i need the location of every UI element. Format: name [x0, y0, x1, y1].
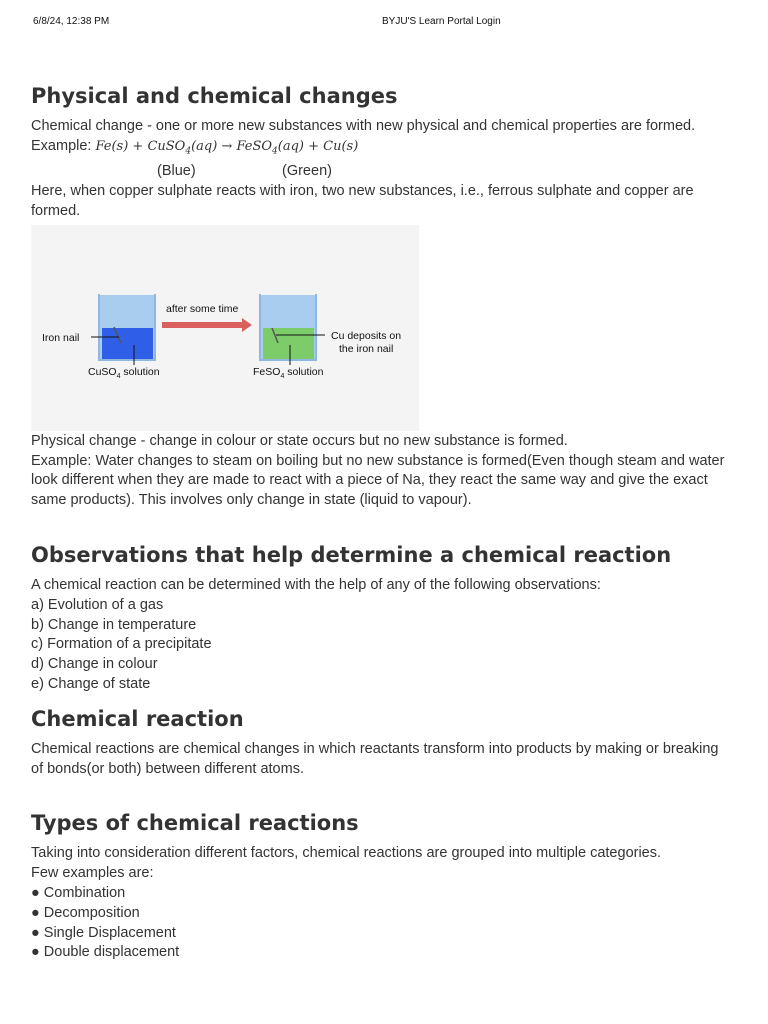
heading-observations: Observations that help determine a chemical reaction — [31, 542, 672, 567]
document-content — [31, 82, 731, 963]
paragraph-copper-sulphate: Here, when copper sulphate reacts with iron, two new substances, i.e., ferrous sulphate and copper are formed. — [31, 183, 694, 219]
list-item: ● Decomposition — [31, 904, 140, 921]
list-item: c) Formation of a precipitate — [31, 636, 212, 653]
example-equation-line — [31, 137, 731, 162]
feso4-label: FeSO$_4$ solution — [253, 365, 324, 380]
equation-color-labels — [31, 162, 731, 182]
cuso4-solution-fill — [102, 328, 153, 359]
heading-chemical-reaction: Chemical reaction — [31, 706, 244, 731]
list-item: ● Single Displacement — [31, 924, 176, 941]
list-item: ● Combination — [31, 884, 126, 901]
paragraph-few-examples: Few examples are: — [31, 865, 154, 882]
print-page-title: BYJU'S Learn Portal Login — [382, 16, 501, 27]
cuso4-label: CuSO$_4$ solution — [88, 365, 160, 380]
print-datetime: 6/8/24, 12:38 PM — [33, 16, 110, 27]
cu-deposit-label-line2: the iron nail — [339, 342, 394, 355]
reaction-figure — [31, 225, 419, 431]
list-item: b) Change in temperature — [31, 616, 197, 633]
equation: Fe(s) + CuSO$_4$(aq) → FeSO$_4$(aq) + Cu(s) — [95, 138, 359, 157]
list-item: e) Change of state — [31, 675, 151, 692]
paragraph-chemical-change: Chemical change - one or more new substances with new physical and chemical properties are formed. — [31, 118, 696, 134]
list-item: ● Double displacement — [31, 944, 180, 961]
paragraph-physical-change: Physical change - change in colour or state occurs but no new substance is formed. — [31, 432, 568, 449]
beaker-diagram — [31, 225, 419, 431]
observations-intro: A chemical reaction can be determined with the help of any of the following observations: — [31, 576, 601, 593]
example-label: Example: — [31, 137, 92, 154]
paragraph-types-intro: Taking into consideration different factors, chemical reactions are grouped into multiple categories. — [31, 845, 662, 862]
iron-nail-label: Iron nail — [42, 331, 80, 344]
reaction-types-list — [31, 884, 731, 963]
feso4-solution-fill — [263, 328, 314, 359]
paragraph-chemical-reaction: Chemical reactions are chemical changes in which reactants transform into products by making or breaking of bonds(or both) between different atoms. — [31, 740, 719, 777]
arrow-head — [242, 318, 252, 332]
cu-deposit-label-line1: Cu deposits on — [331, 329, 402, 342]
paragraph-water-example: Example: Water changes to steam on boiling but no new substance is formed(Even though steam and water look different when they are made to react with a piece of Na, they react the same way and give the exact same products). This involves only change in state (liquid to vapour). — [31, 452, 725, 509]
green-label: (Green) — [282, 163, 332, 180]
list-item: d) Change in colour — [31, 656, 158, 673]
heading-types-of-reactions: Types of chemical reactions — [31, 811, 359, 836]
arrow-shaft — [162, 322, 242, 328]
list-item: a) Evolution of a gas — [31, 596, 164, 613]
blue-label: (Blue) — [157, 163, 196, 180]
heading-physical-chemical-changes: Physical and chemical changes — [31, 84, 398, 108]
arrow-label: after some time — [166, 302, 239, 315]
observations-list — [31, 596, 731, 695]
